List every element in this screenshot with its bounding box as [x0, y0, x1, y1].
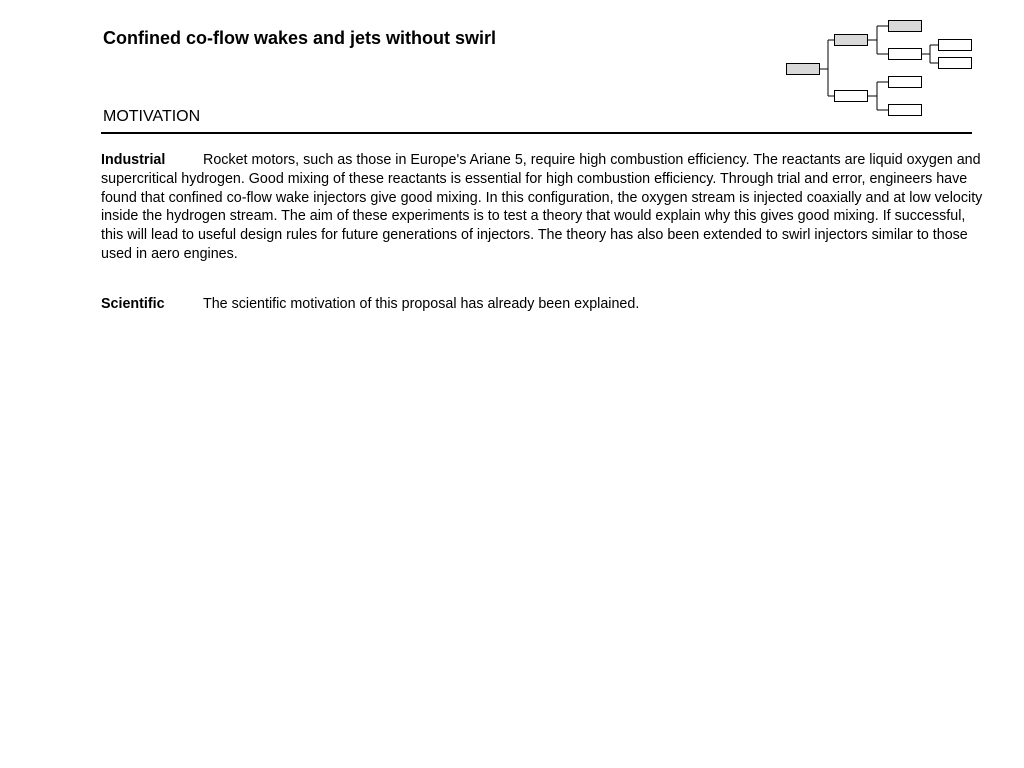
paragraph-text: The scientific motivation of this proposal has already been explained. [203, 296, 640, 312]
paragraph-label: Scientific [101, 296, 165, 312]
tree-node-leaf-3[interactable] [889, 77, 922, 88]
tree-node-subleaf-1[interactable] [939, 40, 972, 51]
motivation-paragraph-scientific [101, 295, 987, 314]
tree-node-branch-2[interactable] [835, 91, 868, 102]
tree-node-leaf-1[interactable] [889, 21, 922, 32]
tree-node-root[interactable] [787, 64, 820, 75]
section-divider [101, 132, 972, 134]
paragraph-label: Industrial [101, 152, 166, 168]
navigation-tree-diagram [780, 15, 980, 125]
slide-title: Confined co-flow wakes and jets without swirl [103, 28, 497, 48]
motivation-paragraph-industrial [101, 151, 987, 264]
paragraph-text: Rocket motors, such as those in Europe's Ariane 5, require high combustion efficiency. The reactants are liquid oxygen and supercritical hydrogen. Good mixing of these reactants is essential for high combustion efficiency. Through trial and error, engineers have found that confined co-flow wake injectors give good mixing. In this configuration, the oxygen stream is injected coaxially and at low velocity inside the hydrogen stream. The aim of these experiments is to test a theory that would explain why this gives good mixing. If successful, this will lead to useful design rules for future generations of injectors. The theory has also been extended to swirl injectors similar to those used in aero engines. [101, 152, 983, 262]
tree-node-leaf-4[interactable] [889, 105, 922, 116]
tree-node-branch-1[interactable] [835, 35, 868, 46]
tree-node-leaf-2[interactable] [889, 49, 922, 60]
tree-node-subleaf-2[interactable] [939, 58, 972, 69]
section-heading: MOTIVATION [103, 108, 201, 125]
